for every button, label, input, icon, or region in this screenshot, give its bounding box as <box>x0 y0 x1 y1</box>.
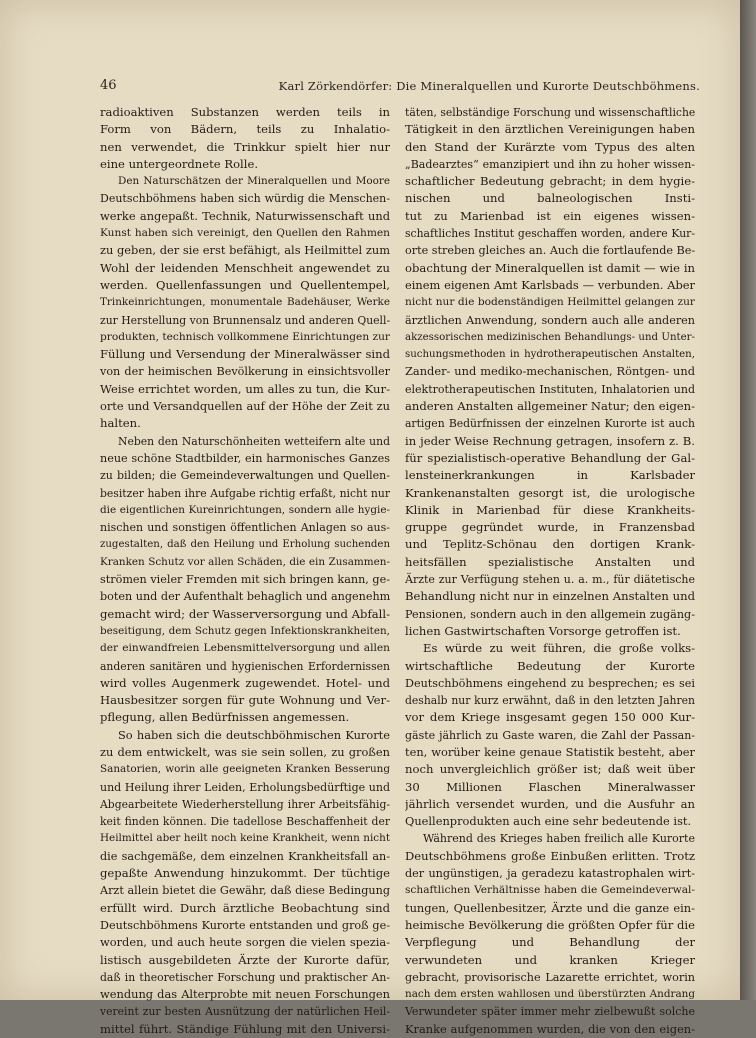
text-line: täten, selbständige Forschung und wissenschaftliche <box>405 106 695 119</box>
text-line: Verpflegung und Behandlung der <box>405 935 695 950</box>
text-line: zu dem entwickelt, was sie sein sollen, zu großen <box>100 744 390 759</box>
text-line: vor dem Kriege insgesamt gegen 150 000 Kur- <box>405 710 695 725</box>
text-line: Zander- und mediko-mechanischen, Röntgen- und <box>405 364 695 379</box>
text-line: Kunst haben sich vereinigt, den Quellen den Rahmen <box>100 227 390 240</box>
text-line: artigen Bedürfnissen der einzelnen Kurorte ist auch <box>405 417 695 431</box>
text-line: und Heilung ihrer Leiden, Erholungsbedürftige und <box>100 780 390 794</box>
text-line: Tätigkeit in den ärztlichen Vereinigungen haben <box>405 122 695 137</box>
text-line: Verwundeter später immer mehr zielbewußt solche <box>405 1005 695 1019</box>
text-line: nischen und sonstigen öffentlichen Anlagen so aus- <box>100 521 390 535</box>
text-line: Arzt allein bietet die Gewähr, daß diese Bedingung <box>100 884 390 898</box>
text-line: Trinkeinrichtungen, monumentale Badehäuser, Werke <box>100 296 390 309</box>
text-line: strömen vieler Fremden mit sich bringen kann, ge- <box>100 573 390 587</box>
text-line: radioaktiven Substanzen werden teils in <box>100 105 390 119</box>
text-line: nischen und balneologischen Insti- <box>405 191 695 206</box>
text-line: produkten, technisch vollkommene Einrichtungen zur <box>100 330 390 343</box>
text-line: erfüllt wird. Durch ärztliche Beobachtung sind <box>100 900 390 915</box>
text-line: suchungsmethoden in hydrotherapeutischen Anstalten, <box>405 349 695 361</box>
text-line: Form von Bädern, teils zu Inhalatio- <box>100 122 390 137</box>
text-line: Hausbesitzer sorgen für gute Wohnung und Ver- <box>100 693 390 708</box>
text-line: einem eigenen Amt Karlsbads — verbunden. Aber <box>405 277 695 292</box>
text-line: zu bilden; die Gemeindeverwaltungen und Quellen- <box>100 469 390 483</box>
text-line: ten, worüber keine genaue Statistik besteht, aber <box>405 744 695 759</box>
text-line: nicht nur die bodenständigen Heilmittel gelangen zur <box>405 296 695 309</box>
right-text-column <box>405 104 695 1038</box>
page-header <box>100 78 700 96</box>
text-line: Den Naturschätzen der Mineralquellen und Moore <box>118 175 390 188</box>
text-line: schaftliches Institut geschaffen worden, andere Kur- <box>405 227 695 241</box>
text-line: daß in theoretischer Forschung und praktischer An- <box>100 970 390 984</box>
text-line: Pensionen, sondern auch in den allgemein zugäng- <box>405 607 695 621</box>
text-line: besitzer haben ihre Aufgabe richtig erfaßt, nicht nur <box>100 486 390 500</box>
text-line: Weise errichtet worden, um alles zu tun, die Kur- <box>100 381 390 396</box>
text-line: Es würde zu weit führen, die große volks- <box>423 641 695 656</box>
text-line: Quellenprodukten auch eine sehr bedeutende ist. <box>405 814 692 829</box>
text-line: Heilmittel aber heilt noch keine Krankheit, wenn nicht <box>100 832 390 845</box>
text-line: Deutschböhmens große Einbußen erlitten. Trotz <box>405 848 695 863</box>
text-line: von der heimischen Bevölkerung in einsichtsvoller <box>100 365 390 379</box>
text-line: heimische Bevölkerung die größten Opfer für die <box>405 917 695 932</box>
text-line: gebracht, provisorische Lazarette errichtet, worin <box>405 970 695 984</box>
text-line: Füllung und Versendung der Mineralwässer sind <box>100 347 390 362</box>
text-line: mittel führt. Ständige Fühlung mit den Universi- <box>100 1021 390 1036</box>
text-line: in jeder Weise Rechnung getragen, insofern z. B. <box>405 433 695 448</box>
text-line: „Badearztes“ emanzipiert und ihn zu hoher wissen- <box>405 157 695 171</box>
text-line: akzessorischen medizinischen Behandlungs- und Unter- <box>405 331 695 343</box>
left-text-column <box>100 104 390 1038</box>
text-line: Kranke aufgenommen wurden, die von den eigen- <box>405 1021 695 1036</box>
text-line: Deutschböhmens Kurorte entstanden und groß ge- <box>100 918 390 932</box>
text-line: und Teplitz-Schönau den dortigen Krank- <box>405 537 695 552</box>
text-line: nach dem ersten wahllosen und überstürzten Andrang <box>405 988 695 1001</box>
text-line: orte und Versandquellen auf der Höhe der Zeit zu <box>100 399 390 414</box>
text-line: Kranken Schutz vor allen Schäden, die ein Zusammen- <box>100 555 390 568</box>
text-line: Während des Krieges haben freilich alle Kurorte <box>423 832 695 846</box>
page-edge-shadow <box>740 0 756 1000</box>
text-line: deshalb nur kurz erwähnt, daß in den letzten Jahren <box>405 694 695 708</box>
text-line: Neben den Naturschönheiten wetteifern alte und <box>118 434 390 448</box>
text-line: orte streben gleiches an. Auch die fortlaufende Be- <box>405 244 695 258</box>
text-line: So haben sich die deutschböhmischen Kurorte <box>118 727 390 742</box>
text-line: Klinik in Marienbad für diese Krankheits- <box>405 502 695 517</box>
text-line: eine untergeordnete Rolle. <box>100 156 259 171</box>
text-line: der einwandfreien Lebensmittelversorgung und allen <box>100 642 390 655</box>
text-line: lichen Gastwirtschaften Vorsorge getroffen ist. <box>405 623 681 638</box>
text-line: boten und der Aufenthalt behaglich und angenehm <box>100 590 390 604</box>
page-number: 46 <box>100 78 117 93</box>
text-line: Behandlung nicht nur in einzelnen Anstalten und <box>405 589 695 604</box>
text-line: anderen Anstalten allgemeiner Natur; den eigen- <box>405 399 695 414</box>
text-line: Krankenanstalten gesorgt ist, die urologische <box>405 485 695 500</box>
text-line: heitsfällen spezialistische Anstalten und <box>405 554 695 569</box>
text-line: Wohl der leidenden Menschheit angewendet zu <box>100 260 390 275</box>
text-line: Ärzte zur Verfügung stehen u. a. m., für diätetische <box>405 573 695 587</box>
text-line: für spezialistisch-operative Behandlung der Gal- <box>405 450 695 465</box>
text-line: schaftlichen Verhältnisse haben die Gemeindeverwal- <box>405 884 695 897</box>
text-line: Deutschböhmens eingehend zu besprechen; es sei <box>405 676 695 690</box>
text-line: den Stand der Kurärzte vom Typus des alten <box>405 139 695 154</box>
text-line: schaftlicher Bedeutung gebracht; in dem hygie- <box>405 174 695 189</box>
text-line: tungen, Quellenbesitzer, Ärzte und die ganze ein- <box>405 900 695 915</box>
text-line: jährlich versendet wurden, und die Ausfuhr an <box>405 796 695 811</box>
text-line: zur Herstellung von Brunnensalz und anderen Quell- <box>100 313 390 327</box>
text-line: 30 Millionen Flaschen Mineralwasser <box>405 779 695 794</box>
text-line: listisch ausgebildeten Ärzte der Kurorte dafür, <box>100 952 390 967</box>
text-line: lensteinerkrankungen in Karlsbader <box>405 468 695 483</box>
text-line: noch unvergleichlich größer ist; daß weit über <box>405 762 695 777</box>
text-line: neue schöne Stadtbilder, ein harmonisches Ganzes <box>100 451 390 465</box>
text-line: gruppe gegründet wurde, in Franzensbad <box>405 520 695 535</box>
text-line: obachtung der Mineralquellen ist damit — wie in <box>405 260 695 275</box>
text-line: wird volles Augenmerk zugewendet. Hotel- und <box>100 675 390 690</box>
text-line: die eigentlichen Kureinrichtungen, sondern alle hygie- <box>100 503 390 516</box>
text-line: gepaßte Anwendung hinzukommt. Der tüchtige <box>100 866 390 881</box>
text-line: elektrotherapeutischen Instituten, Inhalatorien und <box>405 382 695 396</box>
text-line: vereint zur besten Ausnützung der natürlichen Heil- <box>100 1005 390 1019</box>
text-line: tut zu Marienbad ist ein eigenes wissen- <box>405 208 695 223</box>
text-line: werke angepaßt. Technik, Naturwissenschaft und <box>100 208 390 223</box>
text-line: wendung das Alterprobte mit neuen Forschungen <box>100 987 390 1002</box>
text-line: zu geben, der sie erst befähigt, als Heilmittel zum <box>100 243 390 258</box>
text-line: gemacht wird; der Wasserversorgung und Abfall- <box>100 606 390 621</box>
text-line: worden, und auch heute sorgen die vielen spezia- <box>100 935 390 950</box>
running-title: Karl Zörkendörfer: Die Mineralquellen und Kurorte Deutschböhmens. <box>278 79 700 93</box>
text-line: verwundeten und kranken Krieger <box>405 952 695 967</box>
text-line: Deutschböhmens haben sich würdig die Menschen- <box>100 192 390 206</box>
text-line: keit finden können. Die tadellose Beschaffenheit der <box>100 815 390 829</box>
text-line: pflegung, allen Bedürfnissen angemessen. <box>100 710 350 725</box>
text-line: der ungünstigen, ja geradezu katastrophalen wirt- <box>405 867 695 881</box>
text-line: ärztlichen Anwendung, sondern auch alle anderen <box>405 313 695 327</box>
text-line: halten. <box>100 416 141 431</box>
text-line: die sachgemäße, dem einzelnen Krankheitsfall an- <box>100 849 390 863</box>
text-line: nen verwendet, die Trinkkur spielt hier nur <box>100 139 390 154</box>
text-line: zugestalten, daß den Heilung und Erholung suchenden <box>100 539 390 551</box>
text-line: werden. Quellenfassungen und Quellentempel, <box>100 277 390 292</box>
text-line: Sanatorien, worin alle geeigneten Kranken Besserung <box>100 763 390 776</box>
text-line: anderen sanitären und hygienischen Erfordernissen <box>100 659 390 673</box>
text-line: wirtschaftliche Bedeutung der Kurorte <box>405 658 695 673</box>
text-line: Abgearbeitete Wiederherstellung ihrer Arbeitsfähig- <box>100 797 390 811</box>
text-line: beseitigung, dem Schutz gegen Infektionskrankheiten, <box>100 624 390 637</box>
text-line: gäste jährlich zu Gaste waren, die Zahl der Passan- <box>405 728 695 742</box>
